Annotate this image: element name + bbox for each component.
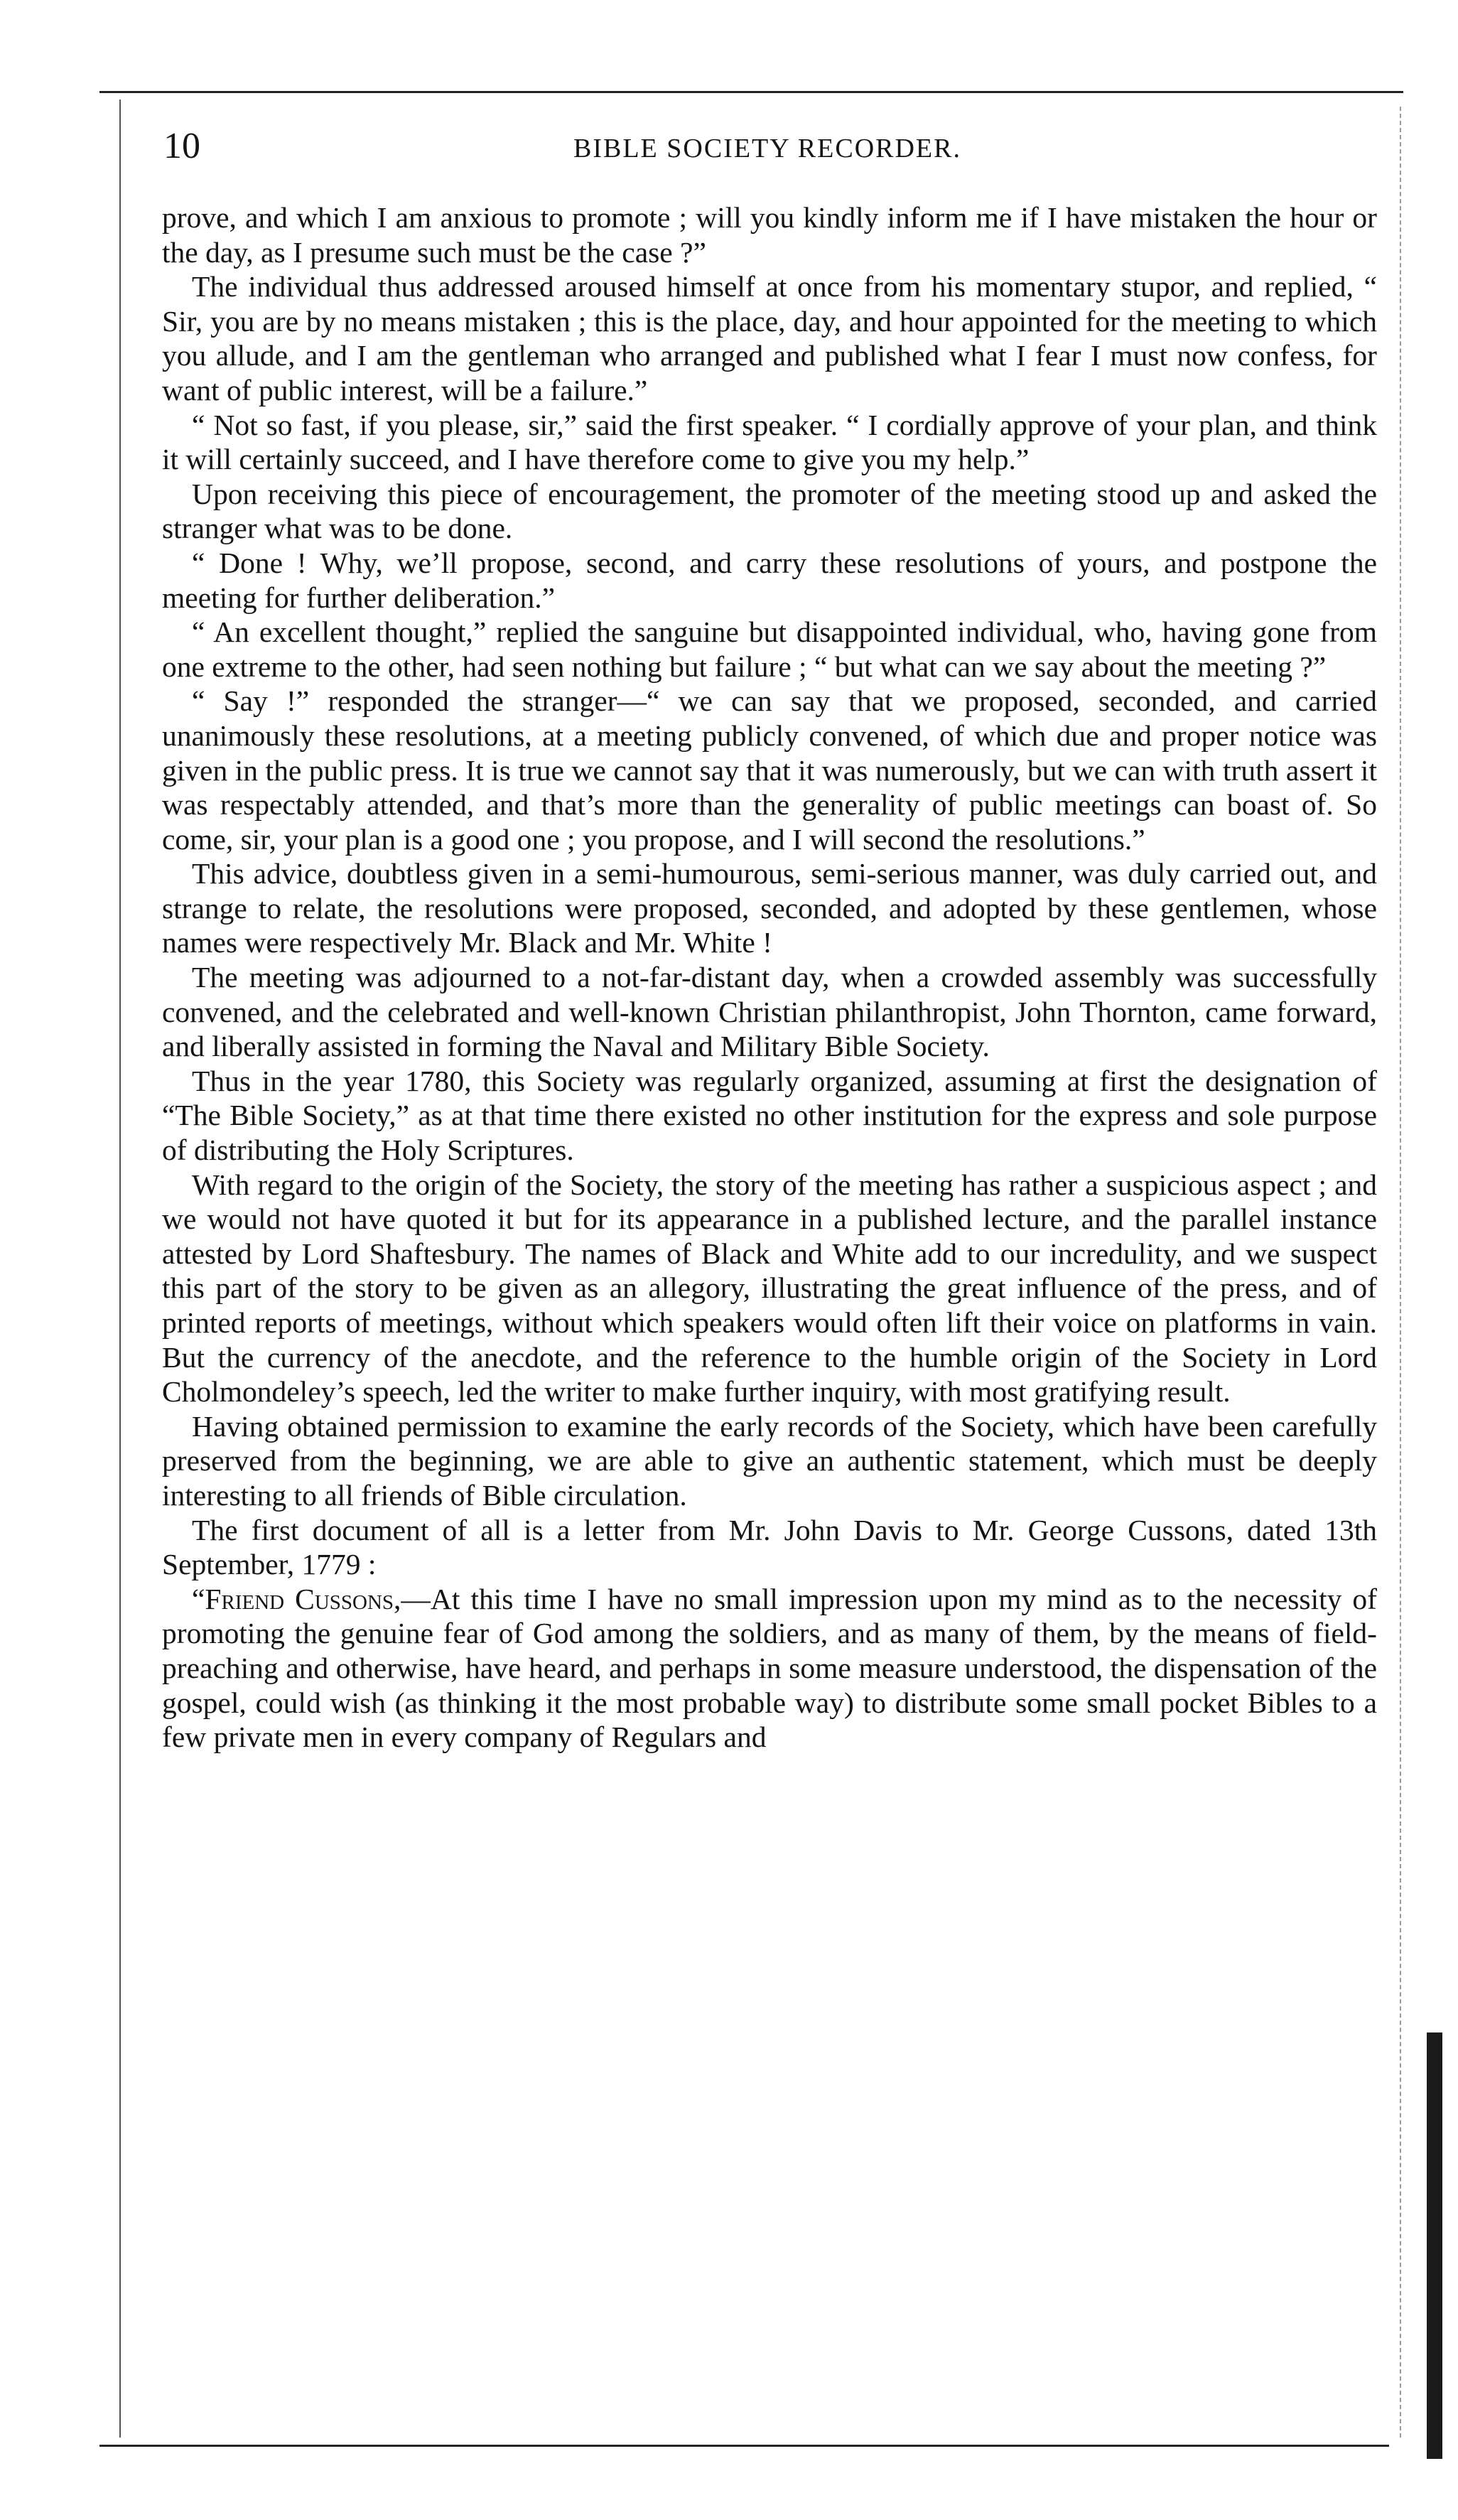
paragraph: “ Not so fast, if you please, sir,” said the first speaker. “ I cordially approve of your plan, and think it will certainly succeed, and I have therefore come to give you my help.” bbox=[162, 408, 1377, 476]
paragraph: This advice, doubtless given in a semi-humourous, semi-serious manner, was duly carried out, and strange to relate, the resolutions were proposed, seconded, and adopted by these gentlemen, whose names were respectively Mr. Black and Mr. White ! bbox=[162, 857, 1377, 959]
article-body bbox=[162, 200, 1377, 1755]
paragraph: The first document of all is a letter from Mr. John Davis to Mr. George Cussons, dated 13th September, 1779 : bbox=[162, 1513, 1377, 1581]
paragraph: The meeting was adjourned to a not-far-distant day, when a crowded assembly was successfully convened, and the celebrated and well-known Christian philanthropist, John Thornton, came forward, and liberally assisted in forming the Naval and Military Bible Society. bbox=[162, 961, 1377, 1063]
top-border-rule bbox=[99, 91, 1403, 93]
letter-paragraph bbox=[162, 1582, 1377, 1755]
paragraph: The individual thus addressed aroused himself at once from his momentary stupor, and replied, “ Sir, you are by no means mistaken ; this is the place, day, and hour appointed for the meeting to which you allude, and I am the gentleman who arranged and published what I fear I must now confess, for want of public interest, will be a failure.” bbox=[162, 270, 1377, 406]
page-header bbox=[156, 121, 1378, 178]
page-edge-shadow bbox=[1427, 2032, 1442, 2459]
paragraph: “ An excellent thought,” replied the sanguine but disappointed individual, who, having gone from one extreme to the other, had seen nothing but failure ; “ but what can we say about the meeting ?” bbox=[162, 615, 1377, 683]
running-title: BIBLE SOCIETY RECORDER. bbox=[573, 134, 961, 163]
paragraph: Thus in the year 1780, this Society was regularly organized, assuming at first the designation of “The Bible Society,” as at that time there existed no other institution for the express and sole purpose of distributing the Holy Scriptures. bbox=[162, 1064, 1377, 1167]
letter-text: —At this time I have no small impression upon my mind as to the necessity of promoting the genuine fear of God among the soldiers, and as many of them, by the means of field-preaching and otherwise, have heard, and perhaps in some measure understood, the dispensation of the gospel, could wish (as thinking it the most probable way) to distribute some small pocket Bibles to a few private men in every company of Regulars and bbox=[162, 1582, 1378, 1754]
page-number: 10 bbox=[163, 126, 200, 166]
paragraph: Having obtained permission to examine the early records of the Society, which have been carefully preserved from the beginning, we are able to give an authentic statement, which must be deeply interesting to all friends of Bible circulation. bbox=[162, 1409, 1377, 1512]
paragraph: “ Done ! Why, we’ll propose, second, and carry these resolutions of yours, and postpone the meeting for further deliberation.” bbox=[162, 546, 1377, 614]
bottom-border-rule bbox=[99, 2445, 1389, 2447]
left-margin-rule bbox=[119, 99, 121, 2438]
letter-salutation: “Friend Cussons, bbox=[192, 1582, 401, 1615]
right-margin-rule bbox=[1400, 107, 1401, 2438]
paragraph: prove, and which I am anxious to promote ; will you kindly inform me if I have mistaken the hour or the day, as I presume such must be the case ?” bbox=[162, 201, 1377, 269]
paragraph: With regard to the origin of the Society, the story of the meeting has rather a suspicious aspect ; and we would not have quoted it but for its appearance in a published lecture, and the parallel instance attested by Lord Shaftesbury. The names of Black and White add to our incredulity, and we suspect this part of the story to be given as an allegory, illustrating the great influence of the press, and of printed reports of meetings, without which speakers would often lift their voice on platforms in vain. But the currency of the anecdote, and the reference to the humble origin of the Society in Lord Cholmondeley’s speech, led the writer to make further inquiry, with most gratifying result. bbox=[162, 1168, 1377, 1409]
paragraph: “ Say !” responded the stranger—“ we can say that we proposed, seconded, and carried unanimously these resolutions, at a meeting publicly convened, of which due and proper notice was given in the public press. It is true we cannot say that it was numerously, but we can with truth assert it was respectably attended, and that’s more than the generality of public meetings can boast of. So come, sir, your plan is a good one ; you propose, and I will second the resolutions.” bbox=[162, 684, 1377, 856]
paragraph: Upon receiving this piece of encouragement, the promoter of the meeting stood up and asked the stranger what was to be done. bbox=[162, 477, 1377, 545]
